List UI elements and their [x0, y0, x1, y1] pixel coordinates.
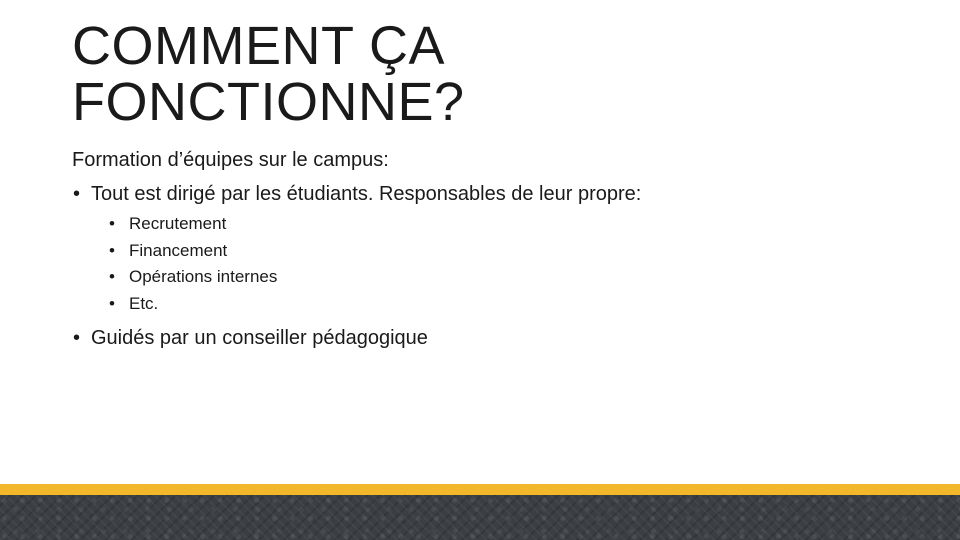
slide-title: [72, 18, 892, 130]
slide-title-line-2: FONCTIONNE?: [72, 72, 465, 132]
sub-bullet-icon: •: [109, 240, 115, 260]
sub-bullet-item: [72, 264, 922, 291]
bullet-text: Tout est dirigé par les étudiants. Responsables de leur propre:: [91, 183, 642, 205]
sub-bullet-list: [72, 211, 922, 317]
sub-bullet-text: Etc.: [129, 293, 159, 313]
sub-bullet-text: Opérations internes: [129, 267, 278, 286]
sub-bullet-item: [72, 291, 922, 318]
bullet-text: Guidés par un conseiller pédagogique: [91, 327, 428, 349]
bullet-item: [72, 182, 922, 206]
sub-bullet-icon: •: [109, 267, 115, 286]
bullet-icon: •: [73, 183, 81, 205]
slide-body: [72, 148, 922, 350]
intro-text: Formation d’équipes sur le campus:: [72, 149, 389, 171]
footer-pattern-band: [0, 495, 960, 540]
slide-title-line-1: COMMENT ÇA: [72, 16, 446, 76]
bullet-item: [72, 326, 922, 350]
footer-accent-stripe: [0, 484, 960, 495]
sub-bullet-icon: •: [109, 293, 115, 313]
bullet-icon: •: [73, 327, 81, 349]
sub-bullet-item: [72, 238, 922, 265]
sub-bullet-icon: •: [109, 214, 115, 233]
sub-bullet-text: Financement: [129, 240, 228, 260]
sub-bullet-text: Recrutement: [129, 214, 227, 233]
sub-bullet-item: [72, 211, 922, 238]
